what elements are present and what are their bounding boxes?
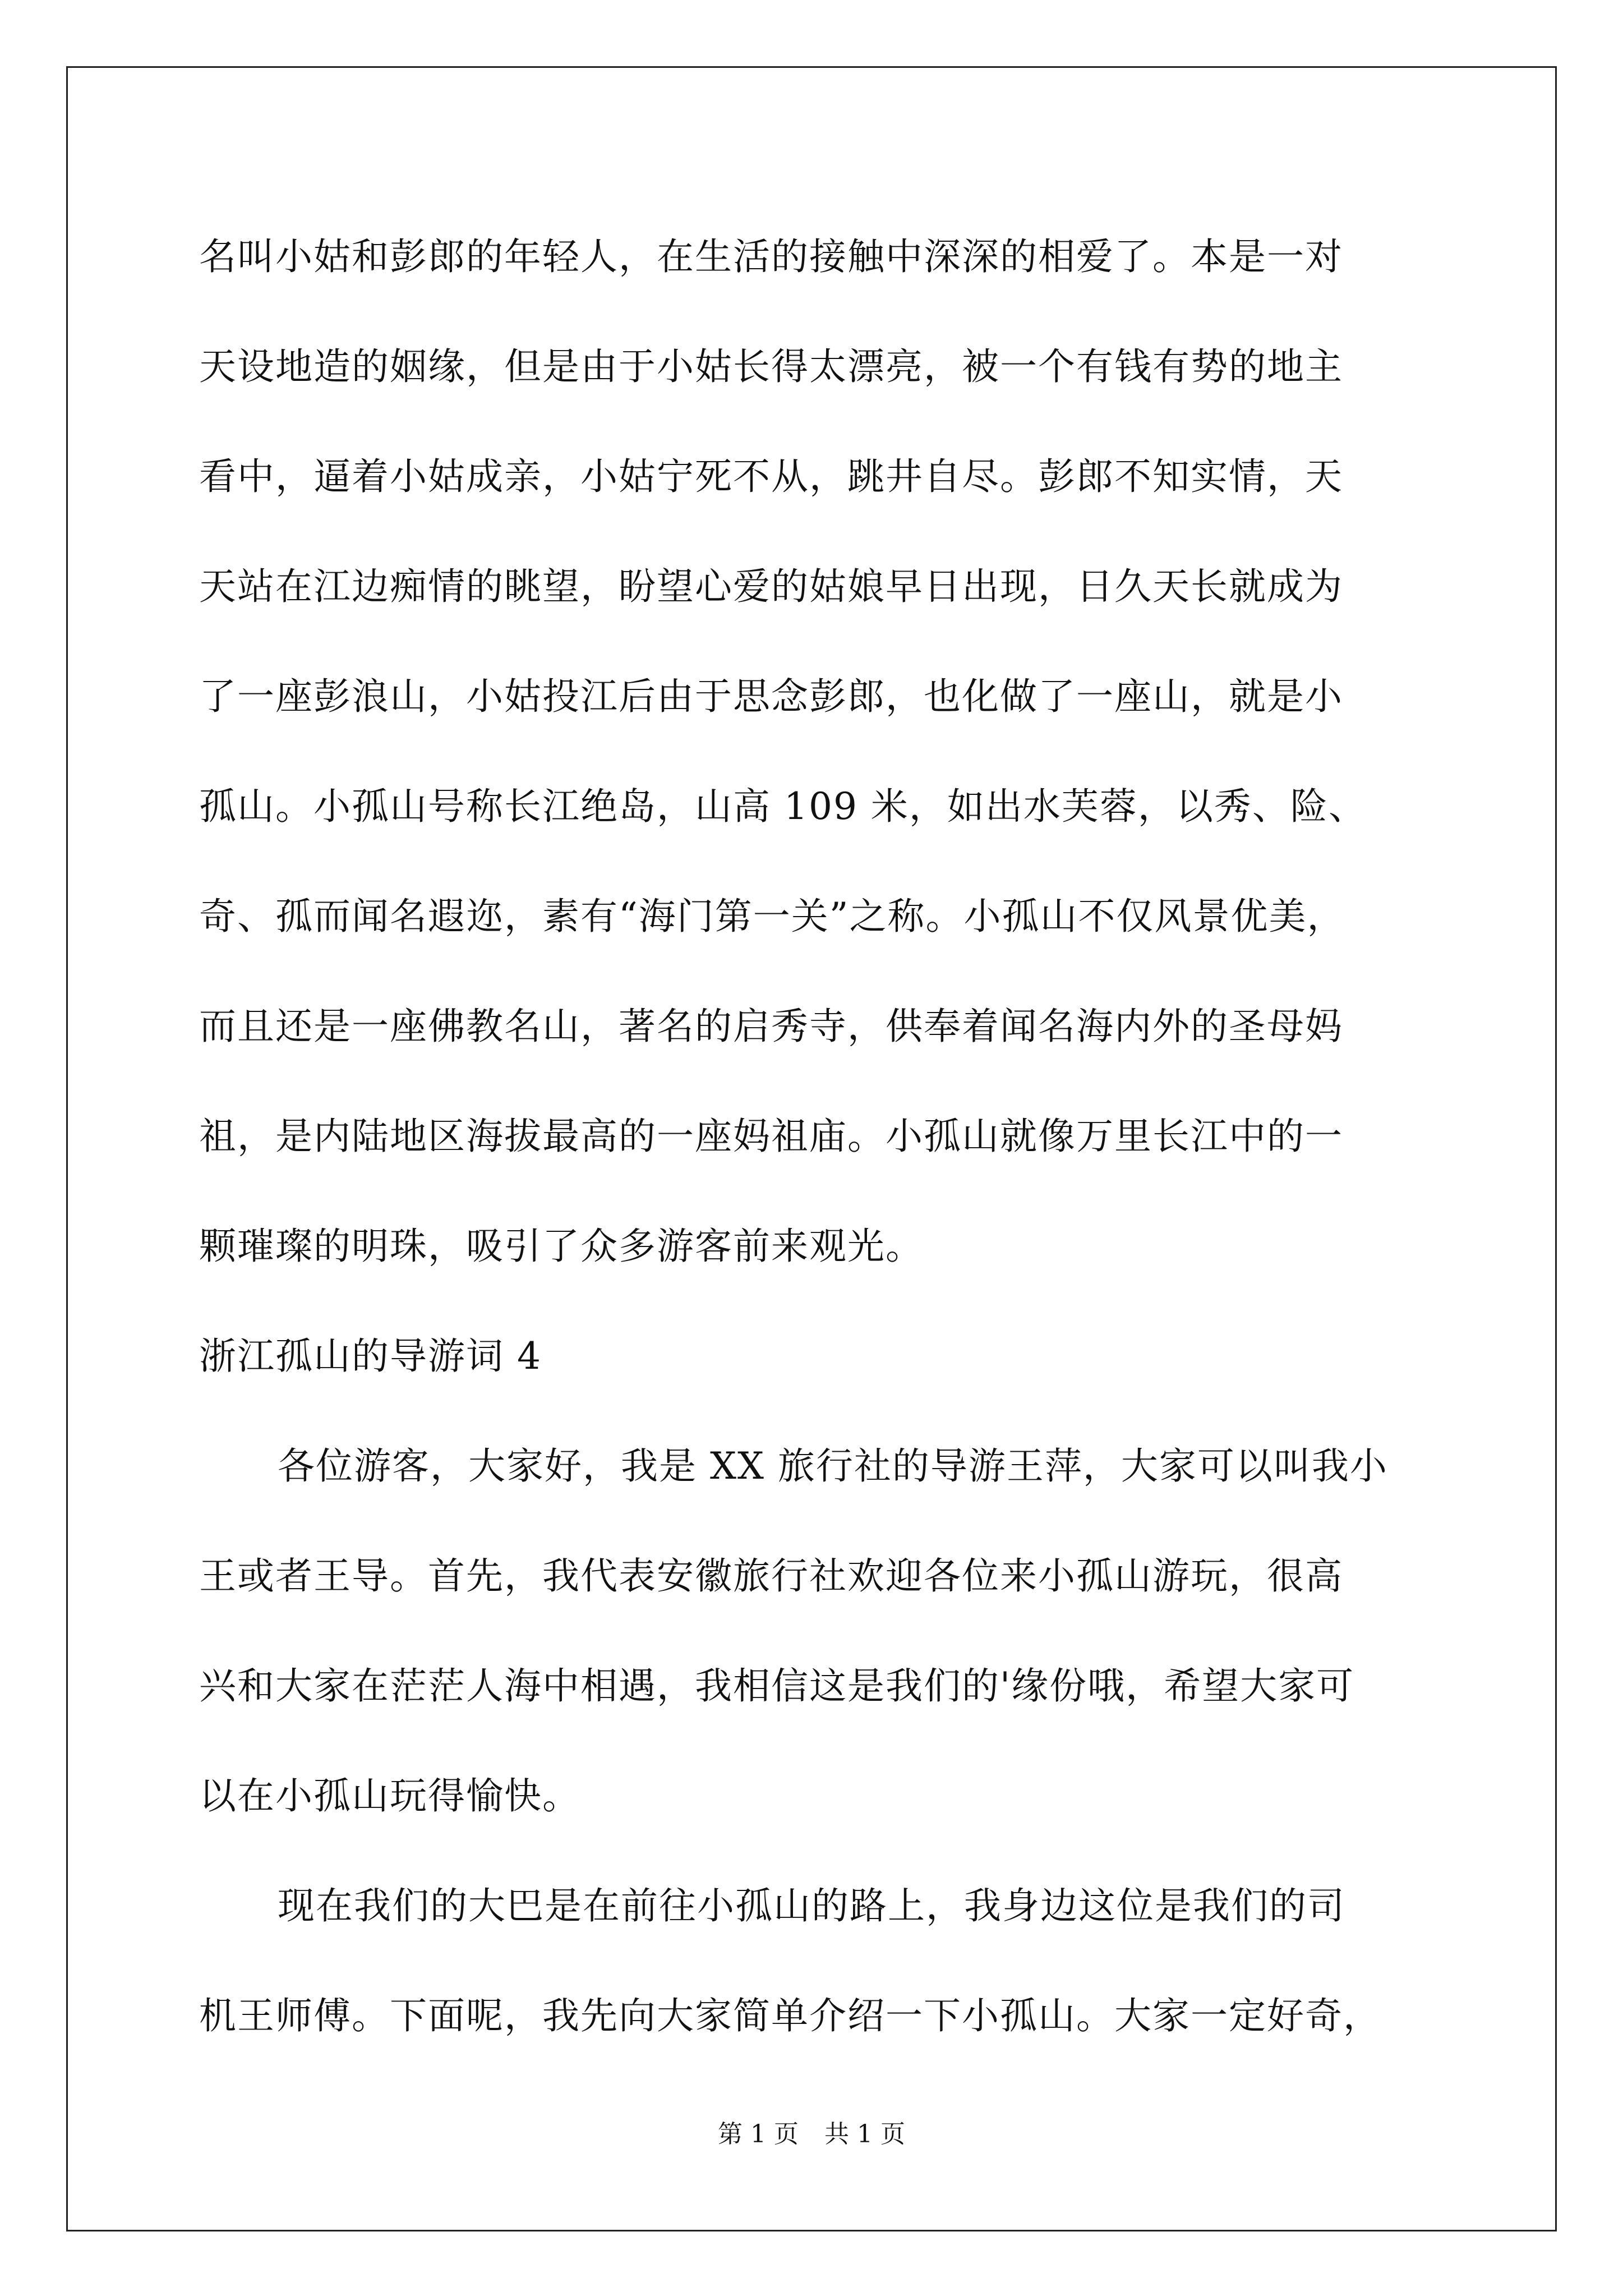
paragraph-line: 机王师傅。下面呢，我先向大家简单介绍一下小孤山。大家一定好奇，	[199, 1994, 1381, 2037]
paragraph-line: 以在小孤山玩得愉快。	[199, 1774, 580, 1818]
paragraph-line: 孤山。小孤山号称长江绝岛，山高 109 米，如出水芙蓉，以秀、险、	[199, 785, 1367, 828]
paragraph-line: 了一座彭浪山，小姑投江后由于思念彭郎，也化做了一座山，就是小	[199, 675, 1343, 718]
page-footer	[0, 2118, 1623, 2151]
paragraph-line: 奇、孤而闻名遐迩，素有“海门第一关”之称。小孤山不仅风景优美，	[199, 895, 1345, 938]
paragraph-line: 而且还是一座佛教名山，著名的启秀寺，供奉着闻名海内外的圣母妈	[199, 1005, 1343, 1048]
paragraph-line: 颗璀璨的明珠，吸引了众多游客前来观光。	[199, 1225, 924, 1268]
paragraph-line: 各位游客，大家好，我是 XX 旅行社的导游王萍，大家可以叫我小	[278, 1444, 1388, 1488]
section-heading: 浙江孤山的导游词 4	[199, 1335, 542, 1378]
paragraph-line: 看中，逼着小姑成亲，小姑宁死不从，跳井自尽。彭郎不知实情，天	[199, 455, 1343, 498]
page-total: 共 1 页	[824, 2120, 905, 2148]
paragraph-line: 王或者王导。首先，我代表安徽旅行社欢迎各位来小孤山游玩，很高	[199, 1554, 1343, 1598]
paragraph-line: 兴和大家在茫茫人海中相遇，我相信这是我们的'缘份哦，希望大家可	[199, 1664, 1355, 1708]
page-number: 第 1 页	[718, 2120, 799, 2148]
paragraph-line: 名叫小姑和彭郎的年轻人，在生活的接触中深深的相爱了。本是一对	[199, 235, 1343, 278]
paragraph-line: 祖，是内陆地区海拔最高的一座妈祖庙。小孤山就像万里长江中的一	[199, 1115, 1343, 1158]
document-body	[199, 202, 1455, 2071]
paragraph-line: 现在我们的大巴是在前往小孤山的路上，我身边这位是我们的司	[278, 1884, 1345, 1927]
paragraph-line: 天设地造的姻缘，但是由于小姑长得太漂亮，被一个有钱有势的地主	[199, 345, 1343, 388]
paragraph-line: 天站在江边痴情的眺望，盼望心爱的姑娘早日出现，日久天长就成为	[199, 565, 1343, 608]
